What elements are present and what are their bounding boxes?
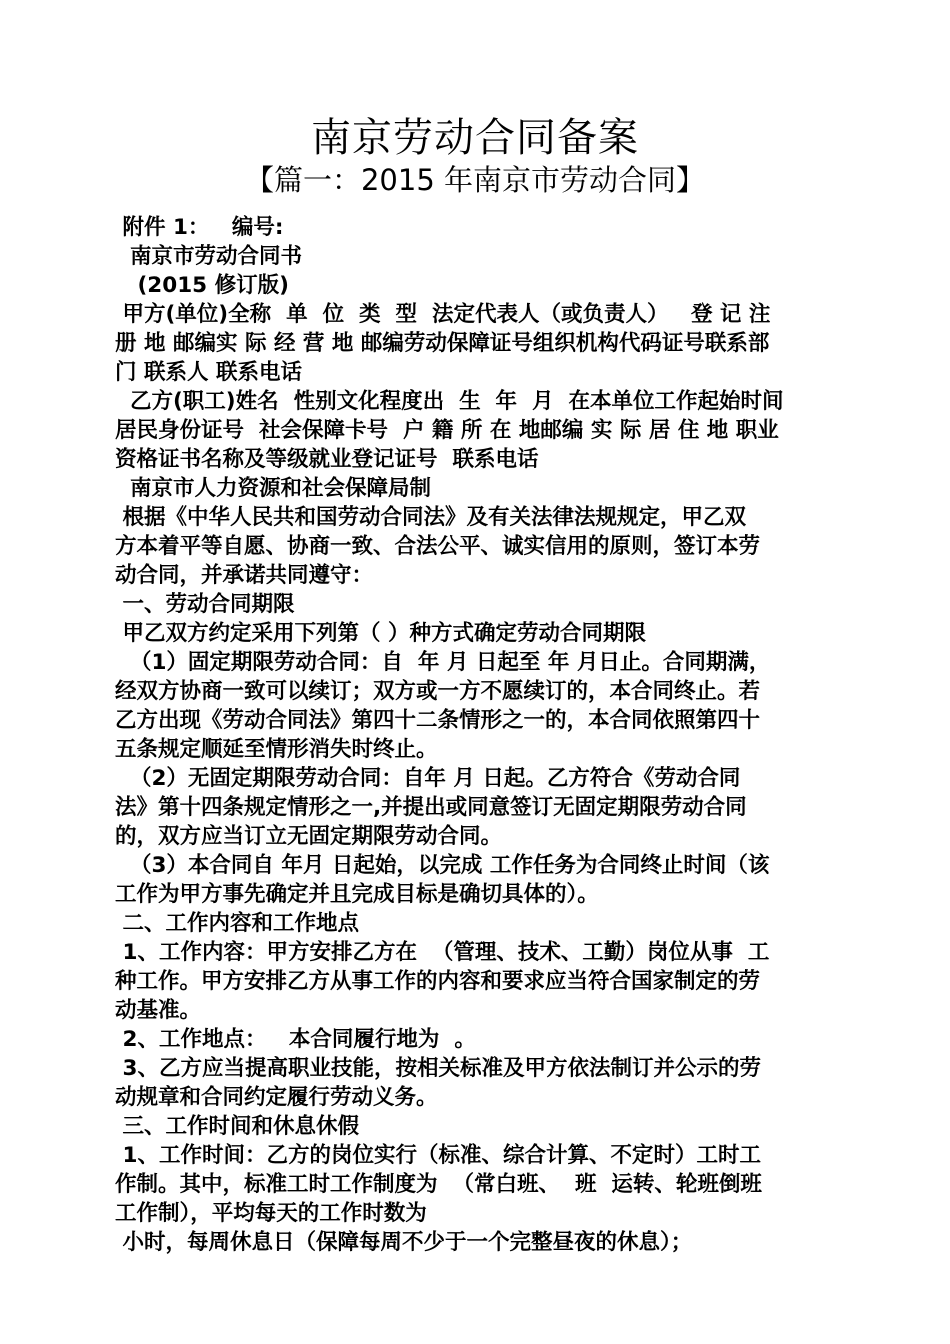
text-line: 作制。其中，标准工时工作制度为 （常白班、 班 运转、轮班倒班 [115,1172,762,1197]
text-line: 1、工作时间：乙方的岗位实行（标准、综合计算、不定时）工时工 [115,1143,761,1168]
text-line: 动规章和合同约定履行劳动义务。 [115,1085,438,1110]
text-line: 工作为甲方事先确定并且完成目标是确切具体的）。 [115,882,599,907]
text-line: 动合同，并承诺共同遵守： [115,563,374,588]
document-body [115,213,835,1257]
text-line: 南京市人力资源和社会保障局制 [115,476,431,501]
text-line: 1、工作内容：甲方安排乙方在 （管理、技术、工勤）岗位从事 工 [115,940,770,965]
text-line: 2、工作地点： 本合同履行地为 。 [115,1027,476,1052]
text-line: 甲方(单位)全称 单 位 类 型 法定代表人（或负责人） 登 记 注 [115,302,771,327]
text-line: 资格证书名称及等级就业登记证号 联系电话 [115,447,539,472]
text-line: 小时，每周休息日（保障每周不少于一个完整昼夜的休息）； [115,1230,693,1255]
text-line: （1）固定期限劳动合同：自 年 月 日起至 年 月日止。合同期满， [115,650,771,675]
text-line: 动基准。 [115,998,202,1023]
text-line: 五条规定顺延至情形消失时终止。 [115,737,438,762]
text-line: (2015 修订版) [115,273,289,298]
text-line: 3、乙方应当提高职业技能，按相关标准及甲方依法制订并公示的劳 [115,1056,761,1081]
text-line: 居民身份证号 社会保障卡号 户 籍 所 在 地邮编 实 际 居 住 地 职业 [115,418,779,443]
text-line: 工作制），平均每天的工作时数为 [115,1201,427,1226]
text-line: 甲乙双方约定采用下列第（ ）种方式确定劳动合同期限 [115,621,646,646]
section-heading: 一、劳动合同期限 [115,592,295,617]
text-line: 乙方(职工)姓名 性别文化程度出 生 年 月 在本单位工作起始时间 [115,389,784,414]
section-heading: 三、工作时间和休息休假 [115,1114,359,1139]
text-line: 门 联系人 联系电话 [115,360,302,385]
text-line: 附件 1： 编号: [115,215,284,240]
text-line: 册 地 邮编实 际 经 营 地 邮编劳动保障证号组织机构代码证号联系部 [115,331,770,356]
text-line: （3）本合同自 年月 日起始，以完成 工作任务为合同终止时间（该 [115,853,770,878]
text-line: 乙方出现《劳动合同法》第四十二条情形之一的，本合同依照第四十 [115,708,761,733]
text-line: 经双方协商一致可以续订；双方或一方不愿续订的，本合同终止。若 [115,679,761,704]
text-line: （2）无固定期限劳动合同：自年 月 日起。乙方符合《劳动合同 [115,766,741,791]
section-heading: 二、工作内容和工作地点 [115,911,359,936]
document-title: 南京劳动合同备案 [311,115,639,161]
text-line: 根据《中华人民共和国劳动合同法》及有关法律法规规定，甲乙双 [115,505,746,530]
text-line: 方本着平等自愿、协商一致、合法公平、诚实信用的原则，签订本劳 [115,534,761,559]
text-line: 的，双方应当订立无固定期限劳动合同。 [115,824,503,849]
document-subtitle: 【篇一：2015 年南京市劳动合同】 [244,163,706,197]
text-line: 法》第十四条规定情形之一,并提出或同意签订无固定期限劳动合同 [115,795,747,820]
text-line: 种工作。甲方安排乙方从事工作的内容和要求应当符合国家制定的劳 [115,969,761,994]
text-line: 南京市劳动合同书 [115,244,302,269]
